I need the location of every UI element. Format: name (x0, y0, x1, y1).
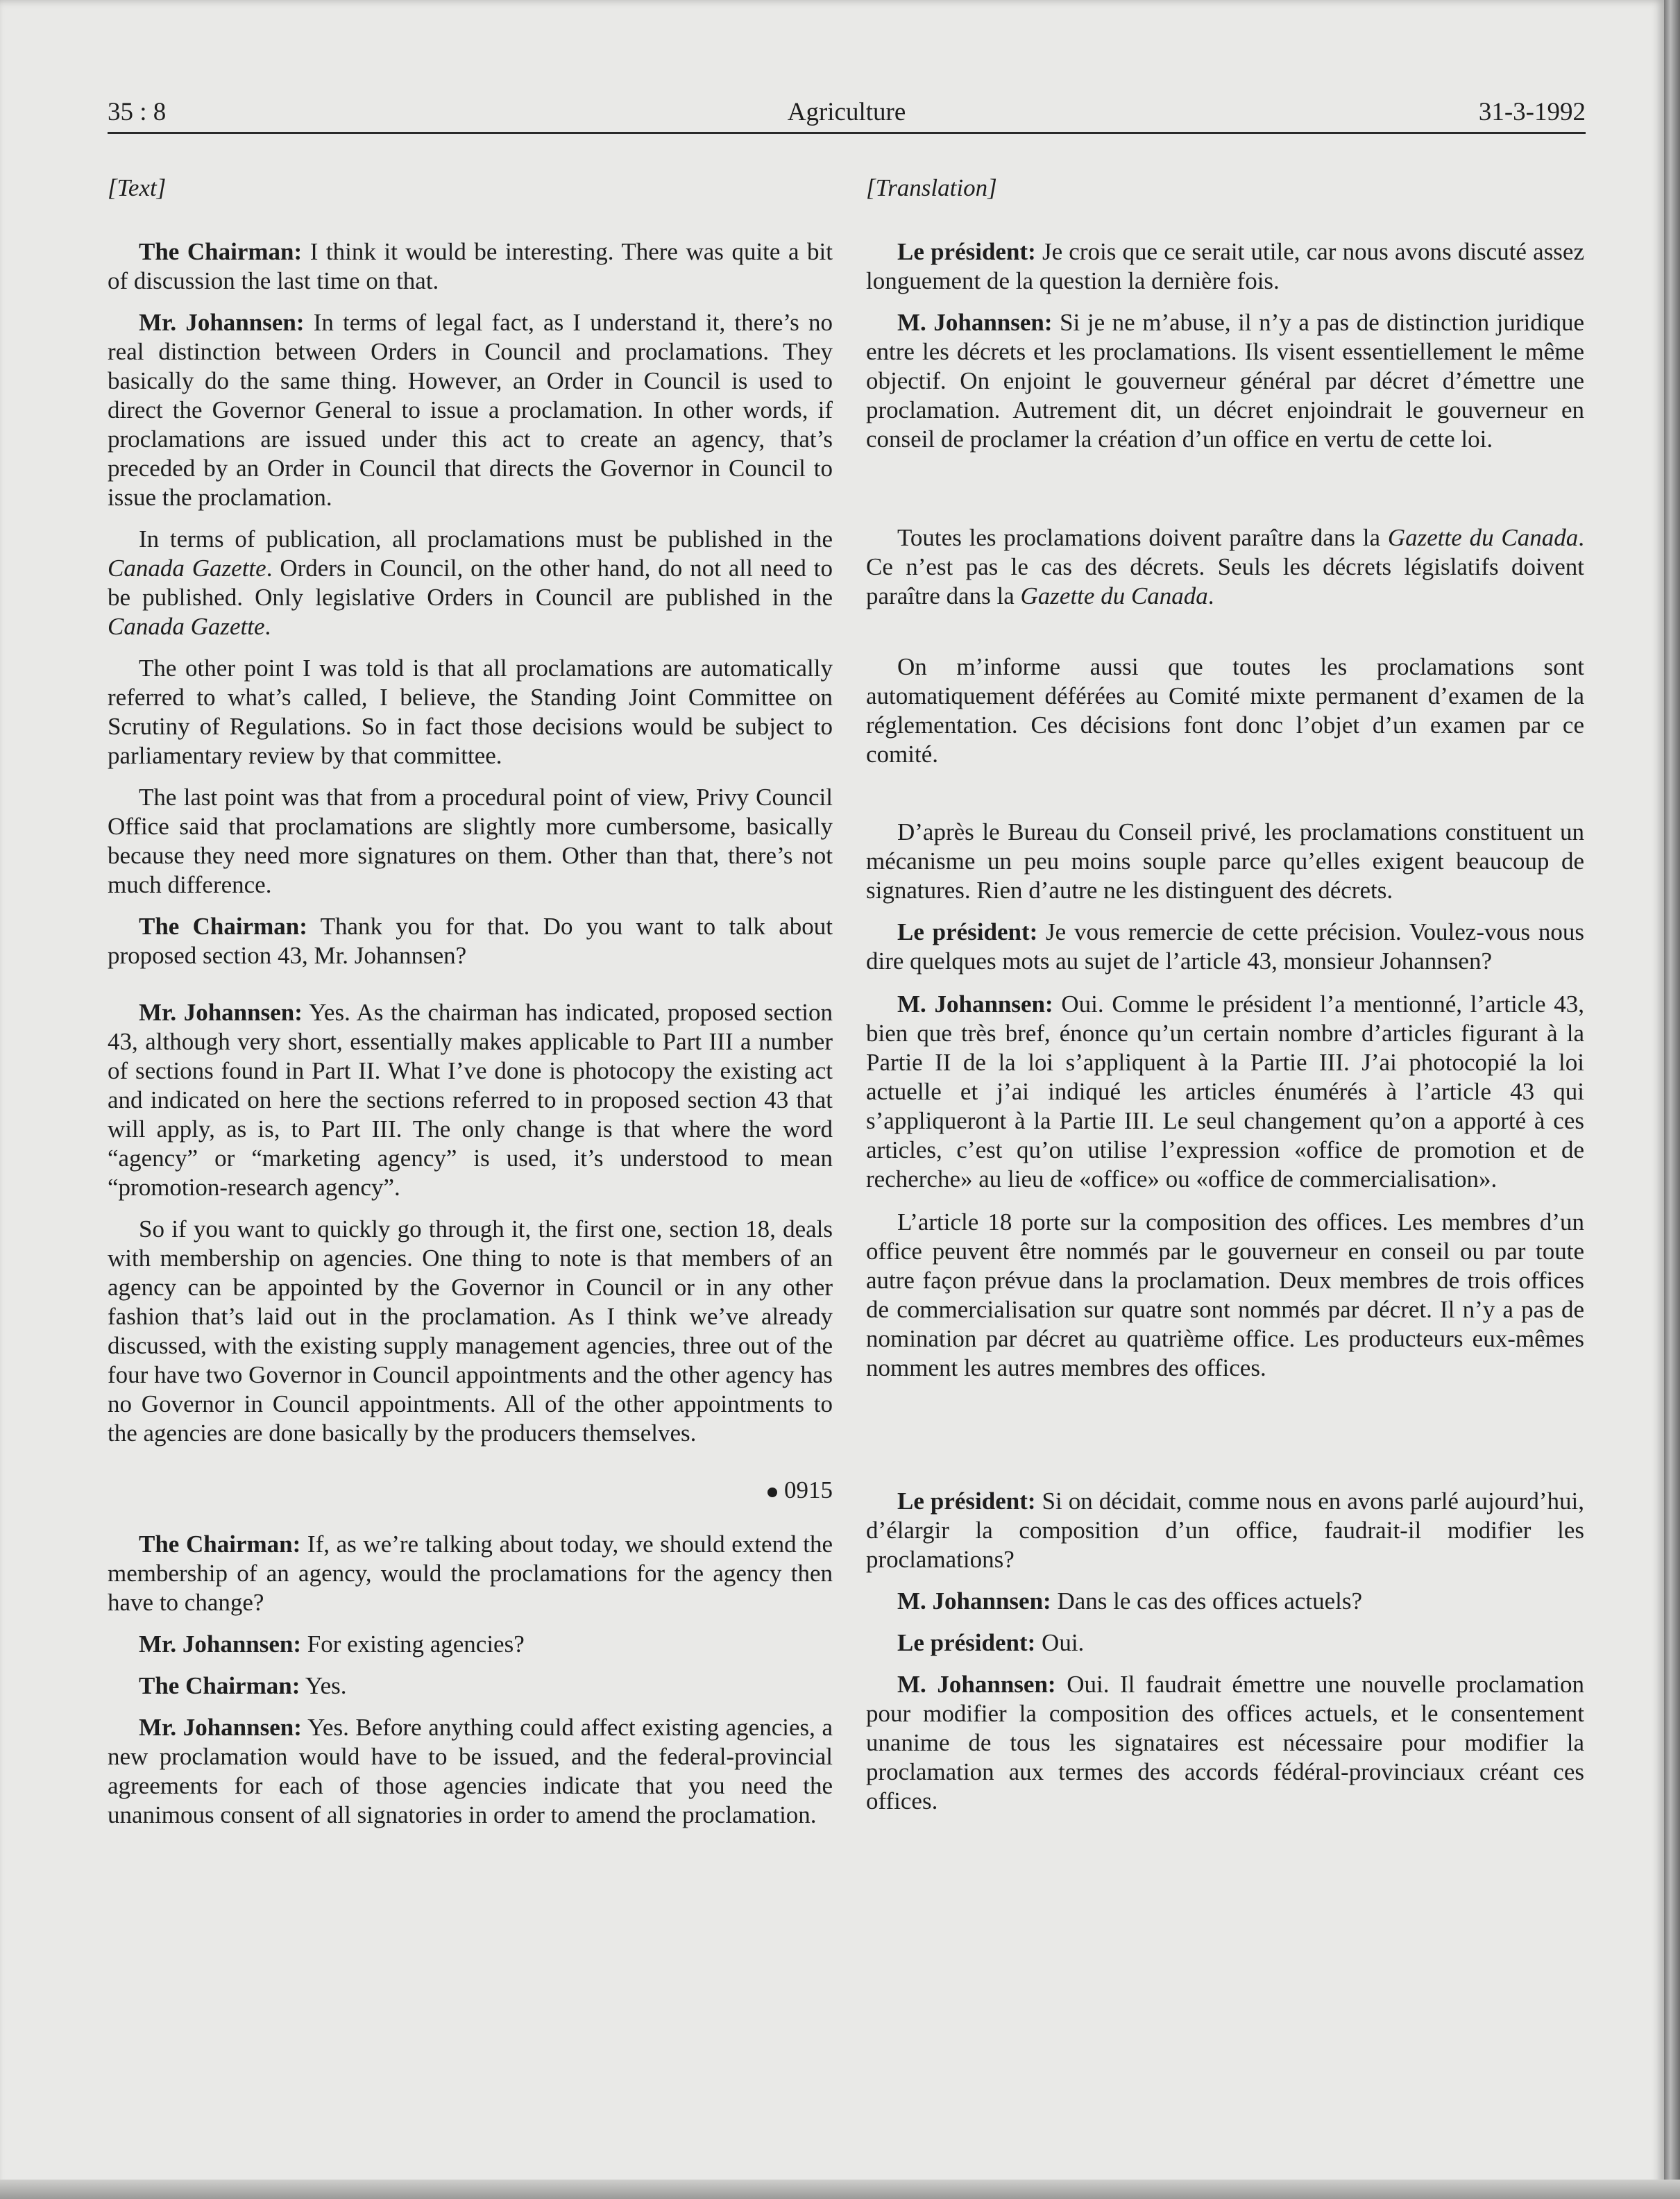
header-title: Agriculture (787, 98, 906, 126)
column-label-translation: [Translation] (866, 174, 997, 201)
paragraph: Mr. Johannsen: Yes. As the chairman has indicated, proposed section 43, although very short, essentially makes applicable to Part III a number of sections found in Part II. What I’ve done is photocopy the existing act and indicated on here the sections referred to in proposed section 43 that will apply, as is, to Part III. The only change is that where the word “agency” or “marketing agency” is used, it’s understood to mean “promotion-research agency”. (108, 999, 833, 1201)
running-header (108, 94, 1586, 130)
paragraph: On m’informe aussi que toutes les proclamations sont automatiquement déférées au Comité mixte permanent d’examen de la réglementation. Ces décisions font donc l’objet d’un examen par ce comité. (866, 653, 1584, 768)
paragraph: The Chairman: Thank you for that. Do you want to talk about proposed section 43, Mr. Johannsen? (108, 913, 833, 969)
paragraph: L’article 18 porte sur la composition des offices. Les membres d’un office peuvent être nommés par le gouverneur en conseil ou par toute autre façon prévue dans la proclamation. Deux membres de trois offices de commercialisation sur quatre sont nommés par décret. Il n’y a pas de nomination par décret au quatrième office. Les producteurs eux-mêmes nomment les autres membres des offices. (866, 1208, 1584, 1381)
speaker-name: The Chairman: (139, 913, 307, 940)
page-number: 35 : 8 (108, 98, 167, 126)
paragraph: Mr. Johannsen: For existing agencies? (139, 1631, 525, 1658)
paragraph: The last point was that from a procedural point of view, Privy Council Office said that proclamations are slightly more cumbersome, basically because they need more signatures on them. Other than that, there’s not much difference. (108, 784, 833, 898)
paragraph: In terms of publication, all proclamations must be published in the Canada Gazette. Orders in Council, on the other hand, do not all need to be published. Only legislative Orders in Council are published in the Canada Gazette. (108, 525, 833, 640)
paragraph: M. Johannsen: Si je ne m’abuse, il n’y a pas de distinction juridique entre les décrets et les proclamations. Ils visent essentiellement le même objectif. On enjoint le gouverneur général par décret d’émettre une proclamation. Autrement dit, un décret enjoindrait le gouverneur en conseil de proclamer la création d’un office en vertu de cette loi. (866, 309, 1584, 453)
paragraph: The Chairman: If, as we’re talking about today, we should extend the membership of an agency, would the proclamations for the agency then have to change? (108, 1531, 833, 1616)
speaker-name: Mr. Johannsen: (139, 309, 305, 336)
paragraph: Le président: Je crois que ce serait utile, car nous avons discuté assez longuement de la question la dernière fois. (866, 238, 1584, 294)
speaker-name: M. Johannsen: (897, 1671, 1056, 1698)
speaker-name: The Chairman: (139, 238, 303, 265)
english-column (108, 174, 833, 1842)
header-date: 31-3-1992 (1478, 98, 1586, 126)
bullet-icon (767, 1488, 777, 1497)
speaker-name: Le président: (897, 1629, 1036, 1656)
french-column (866, 174, 1584, 1828)
speaker-name: Le président: (897, 238, 1036, 265)
paragraph: D’après le Bureau du Conseil privé, les proclamations constituent un mécanisme un peu moins souple parce qu’elles exigent beaucoup de signatures. Rien d’autre ne les distinguent des décrets. (866, 818, 1584, 904)
paragraph: Mr. Johannsen: Yes. Before anything could affect existing agencies, a new proclamation would have to be issued, and the federal-provincial agreements for each of those agencies indicate that you need the unanimous consent of all signatories in order to amend the proclamation. (108, 1714, 833, 1828)
speaker-name: Mr. Johannsen: (139, 1714, 302, 1741)
paragraph: M. Johannsen: Dans le cas des offices actuels? (897, 1587, 1363, 1615)
speaker-name: Le président: (897, 918, 1038, 945)
speaker-name: The Chairman: (139, 1531, 301, 1558)
column-label-text: [Text] (108, 174, 167, 201)
paragraph: The Chairman: I think it would be interesting. There was quite a bit of discussion the last time on that. (108, 238, 833, 294)
speaker-name: Le président: (897, 1488, 1036, 1515)
paragraph: Toutes les proclamations doivent paraître dans la Gazette du Canada. Ce n’est pas le cas des décrets. Seuls les décrets législatifs doivent paraître dans la Gazette du Canada. (866, 524, 1584, 609)
speaker-name: M. Johannsen: (897, 1587, 1051, 1615)
page-bottom-edge (0, 2180, 1680, 2199)
paragraph: M. Johannsen: Oui. Comme le président l’a mentionné, l’article 43, bien que très bref, énonce qu’un certain nombre d’articles figurant à la Partie II de la loi s’appliquent à la Partie III. J’ai photocopié la loi actuelle et j’ai indiqué les articles énumérés à l’article 43 qui s’appliqueront à la Partie III. Le seul changement qu’on a apporté à ces articles, c’est qu’on utilise l’expression «office de promotion et de recherche» au lieu de «office» ou «office de commercialisation». (866, 991, 1584, 1193)
paragraph: The Chairman: Yes. (139, 1672, 347, 1699)
paragraph: Le président: Je vous remercie de cette précision. Voulez-vous nous dire quelques mots au sujet de l’article 43, monsieur Johannsen? (866, 918, 1584, 975)
speaker-name: M. Johannsen: (897, 309, 1053, 336)
paragraph: Le président: Si on décidait, comme nous en avons parlé aujourd’hui, d’élargir la composition d’un office, faudrait-il modifier les proclamations? (866, 1488, 1584, 1573)
speaker-name: M. Johannsen: (897, 991, 1053, 1018)
book-spine-shadow (1664, 0, 1680, 2199)
speaker-name: The Chairman: (139, 1672, 300, 1699)
paragraph: Le président: Oui. (897, 1629, 1085, 1656)
speaker-name: Mr. Johannsen: (139, 1631, 302, 1658)
paragraph: So if you want to quickly go through it, the first one, section 18, deals with membership on agencies. One thing to note is that members of an agency can be appointed by the Governor in Council or in any other fashion that’s laid out in the proclamation. As I think we’ve already discussed, with the existing supply management agencies, three out of the four have two Governor in Council appointments and the other agency has no Governor in Council appointments. All of the other appointments to the agencies are done basically by the producers themselves. (108, 1215, 833, 1447)
paragraph: Mr. Johannsen: In terms of legal fact, as I understand it, there’s no real distinction between Orders in Council and proclamations. They basically do the same thing. However, an Order in Council is used to direct the Governor General to issue a proclamation. In other words, if proclamations are issued under this act to create an agency, that’s preceded by an Order in Council that directs the Governor in Council to issue the proclamation. (108, 309, 833, 511)
paragraph: The other point I was told is that all proclamations are automatically referred to what’s called, I believe, the Standing Joint Committee on Scrutiny of Regulations. So in fact those decisions would be subject to parliamentary review by that committee. (108, 655, 833, 769)
paragraph: M. Johannsen: Oui. Il faudrait émettre une nouvelle proclamation pour modifier la composition des offices actuels, et le consentement unanime de tous les signataires est nécessaire pour modifier la proclamation aux termes des accords fédéral-provinciaux créant ces offices. (866, 1671, 1584, 1814)
header-rule (108, 132, 1586, 134)
time-marker: 0915 (108, 1476, 833, 1505)
speaker-name: Mr. Johannsen: (139, 999, 303, 1026)
